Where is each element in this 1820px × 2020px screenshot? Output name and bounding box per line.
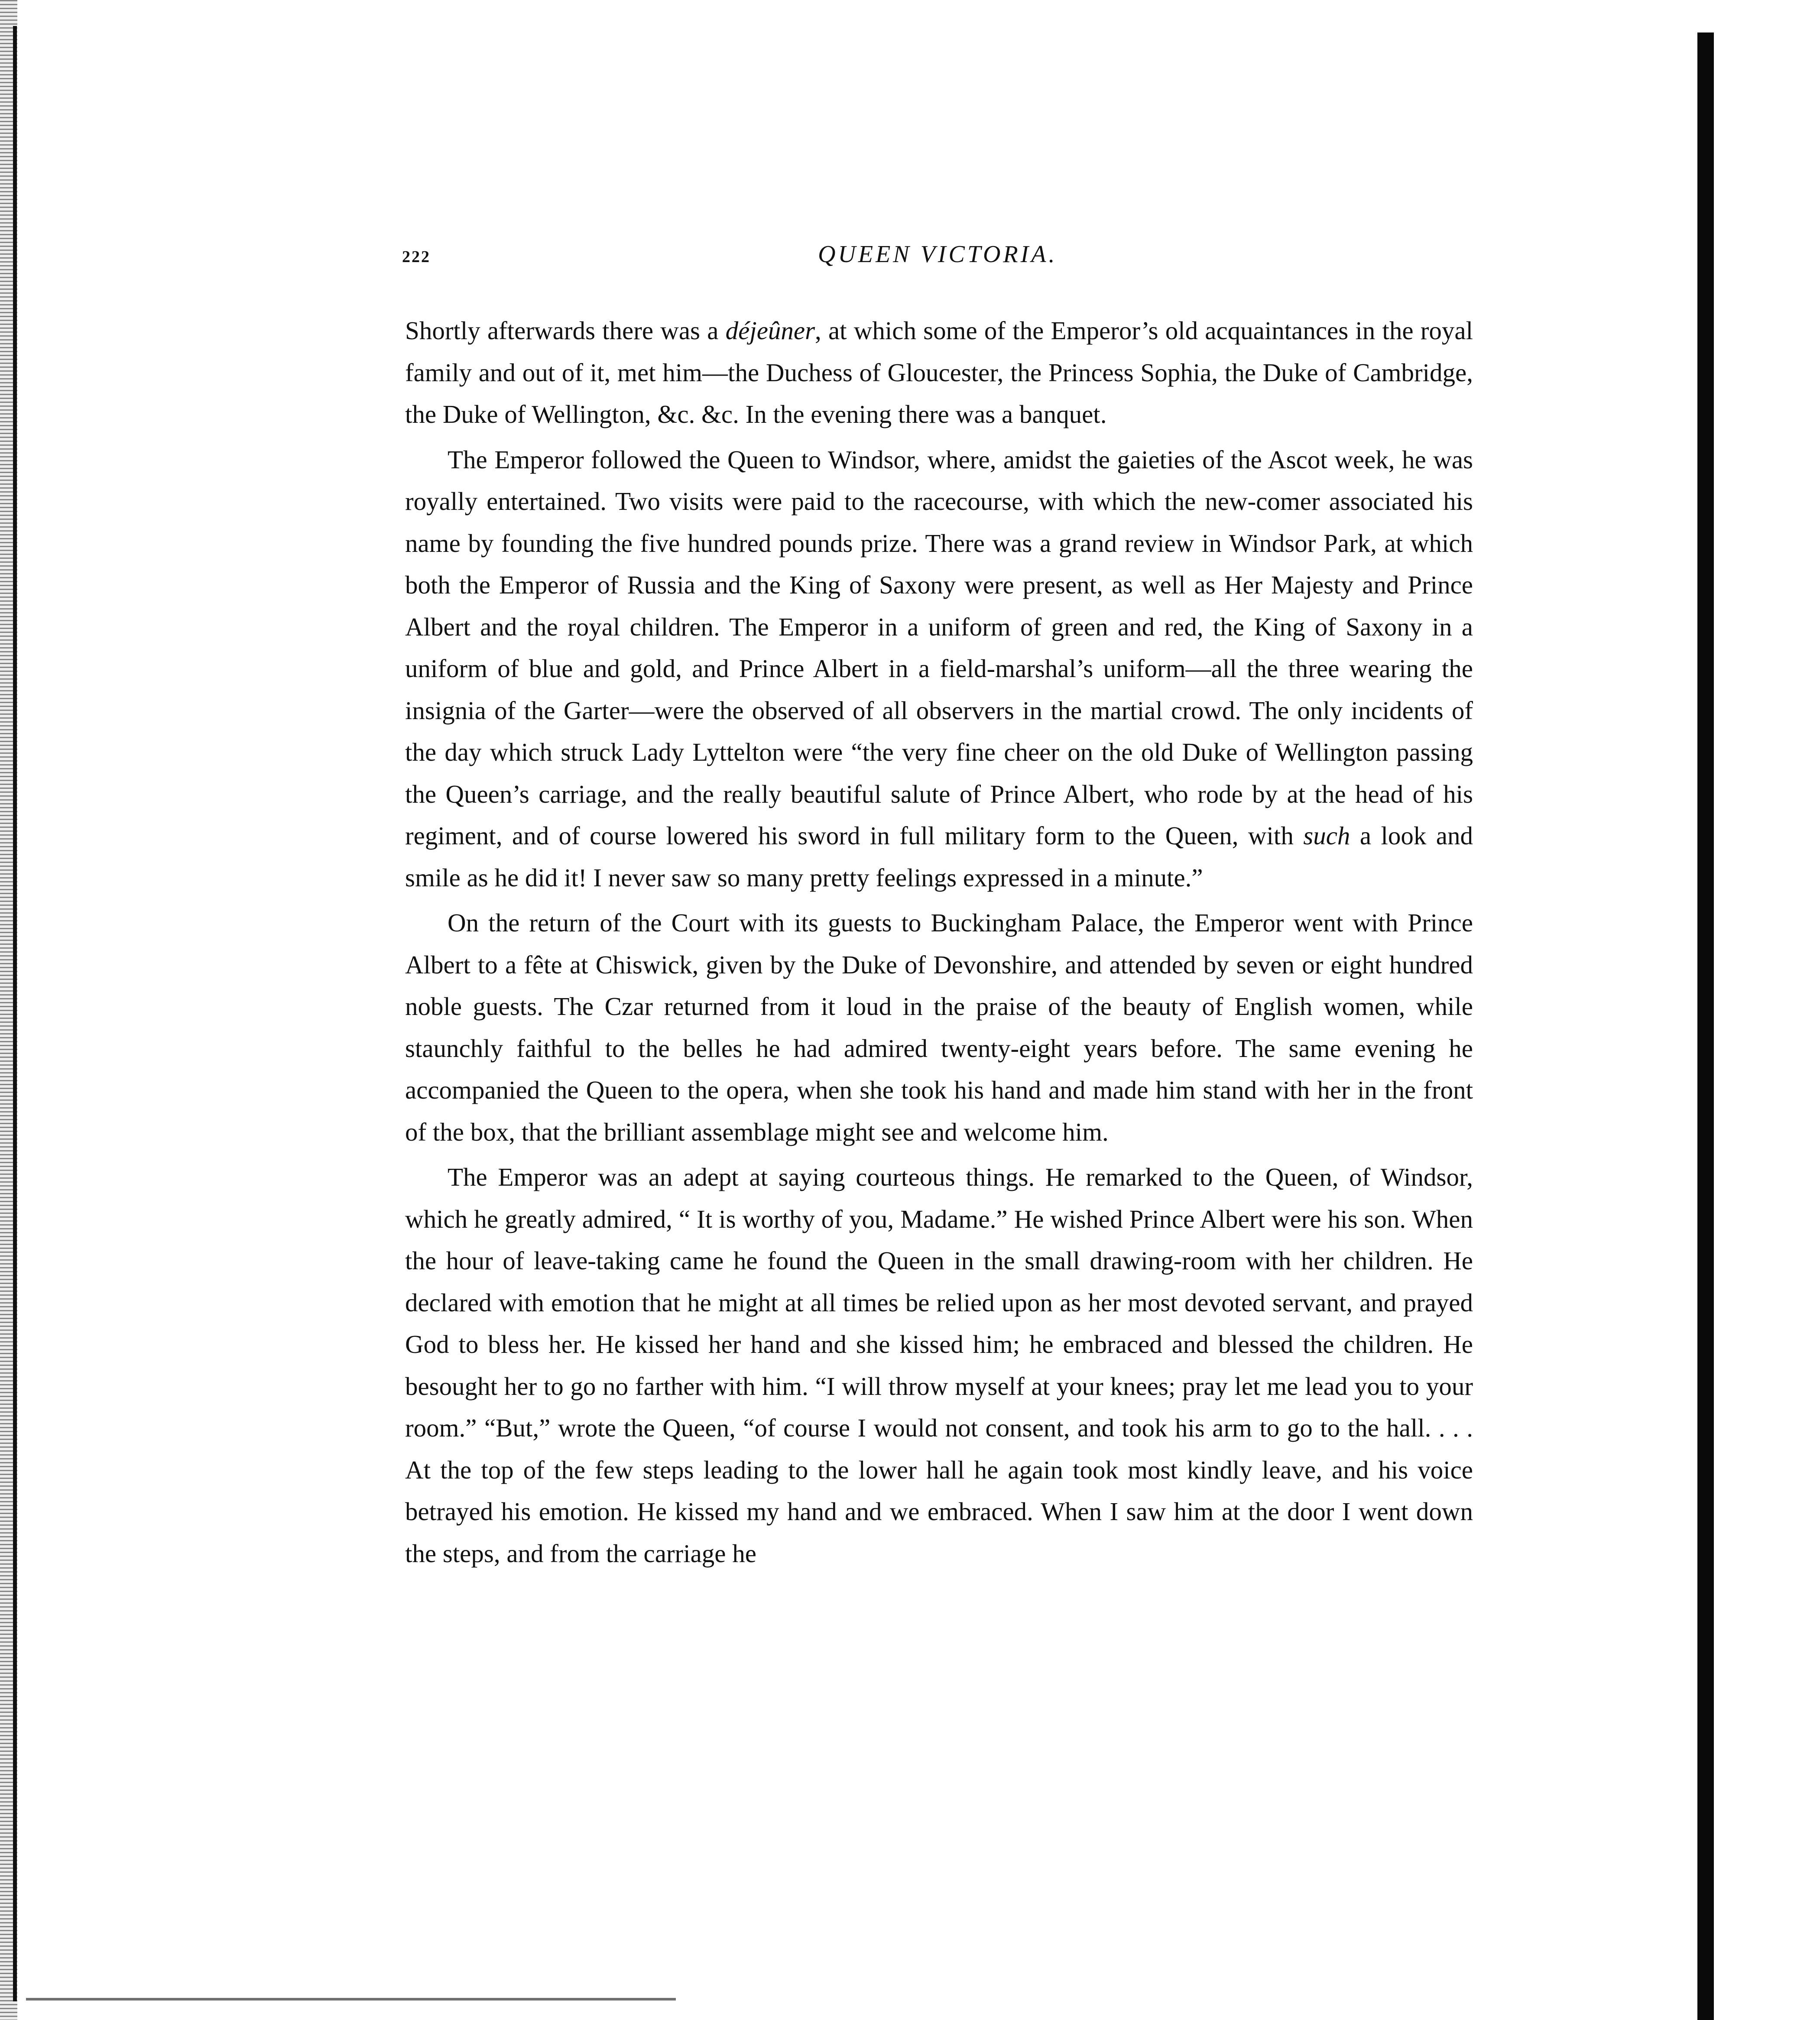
body-text <box>405 310 1473 1578</box>
paragraph-2 <box>405 439 1473 899</box>
scan-bottom-rule <box>26 1998 676 2001</box>
paragraph-1-text-end: , at which some of the Emperor’s old acquaintances in the royal family and out of it, met him—the Duchess of Gloucester, the Princess Sophia, the Duke of Cambridge, the Duke of Wellington, &c. &c. In the evening there was a banquet. <box>405 316 1473 428</box>
paragraph-1-italic: déjeûner <box>725 316 815 345</box>
scan-right-rule <box>1697 32 1714 2020</box>
page-number: 222 <box>402 248 431 266</box>
book-title: QUEEN VICTORIA. <box>818 241 1058 268</box>
scan-left-rule <box>13 26 17 2001</box>
paragraph-2-text-end: a look and smile as he did it! I never saw so many pretty feelings expressed in a minute.” <box>405 821 1473 892</box>
running-head <box>0 240 1820 275</box>
paragraph-1-text-start: Shortly afterwards there was a <box>405 316 726 345</box>
paragraph-4: The Emperor was an adept at saying courteous things. He remarked to the Queen, of Windsor, which he greatly admired, “ It is worthy of you, Madame.” He wished Prince Albert were his son. When the hour of leave-taking came he found the Queen in the small drawing-room with her children. He declared with emotion that he might at all times be relied upon as her most devoted servant, and prayed God to bless her. He kissed her hand and she kissed him; he embraced and blessed the children. He besought her to go no farther with him. “I will throw myself at your knees; pray let me lead you to your room.” “But,” wrote the Queen, “of course I would not consent, and took his arm to go to the hall. . . . At the top of the few steps leading to the lower hall he again took most kindly leave, and his voice betrayed his emotion. He kissed my hand and we embraced. When I saw him at the door I went down the steps, and from the carriage he <box>405 1163 1473 1568</box>
paragraph-3: On the return of the Court with its guests to Buckingham Palace, the Emperor went with Prince Albert to a fête at Chiswick, given by the Duke of Devonshire, and attended by seven or eight hundred noble guests. The Czar returned from it loud in the praise of the beauty of English women, while staunchly faithful to the belles he had admired twenty-eight years before. The same evening he accompanied the Queen to the opera, when she took his hand and made him stand with her in the front of the box, that the brilliant assemblage might see and welcome him. <box>405 908 1473 1146</box>
paragraph-2-italic: such <box>1303 821 1350 850</box>
paragraph-1 <box>405 310 1473 435</box>
paragraph-2-text-start: The Emperor followed the Queen to Windsor, where, amidst the gaieties of the Ascot week, he was royally entertained. Two visits were paid to the racecourse, with which the new-comer associated his name by founding the five hundred pounds prize. There was a grand review in Windsor Park, at which both the Emperor of Russia and the King of Saxony were present, as well as Her Majesty and Prince Albert and the royal children. The Emperor in a uniform of green and red, the King of Saxony in a uniform of blue and gold, and Prince Albert in a field-marshal’s uniform—all the three wearing the insignia of the Garter—were the observed of all observers in the martial crowd. The only incidents of the day which struck Lady Lyttelton were “the very fine cheer on the old Duke of Wellington passing the Queen’s carriage, and the really beautiful salute of Prince Albert, who rode by at the head of his regiment, and of course lowered his sword in full military form to the Queen, with <box>405 445 1473 850</box>
